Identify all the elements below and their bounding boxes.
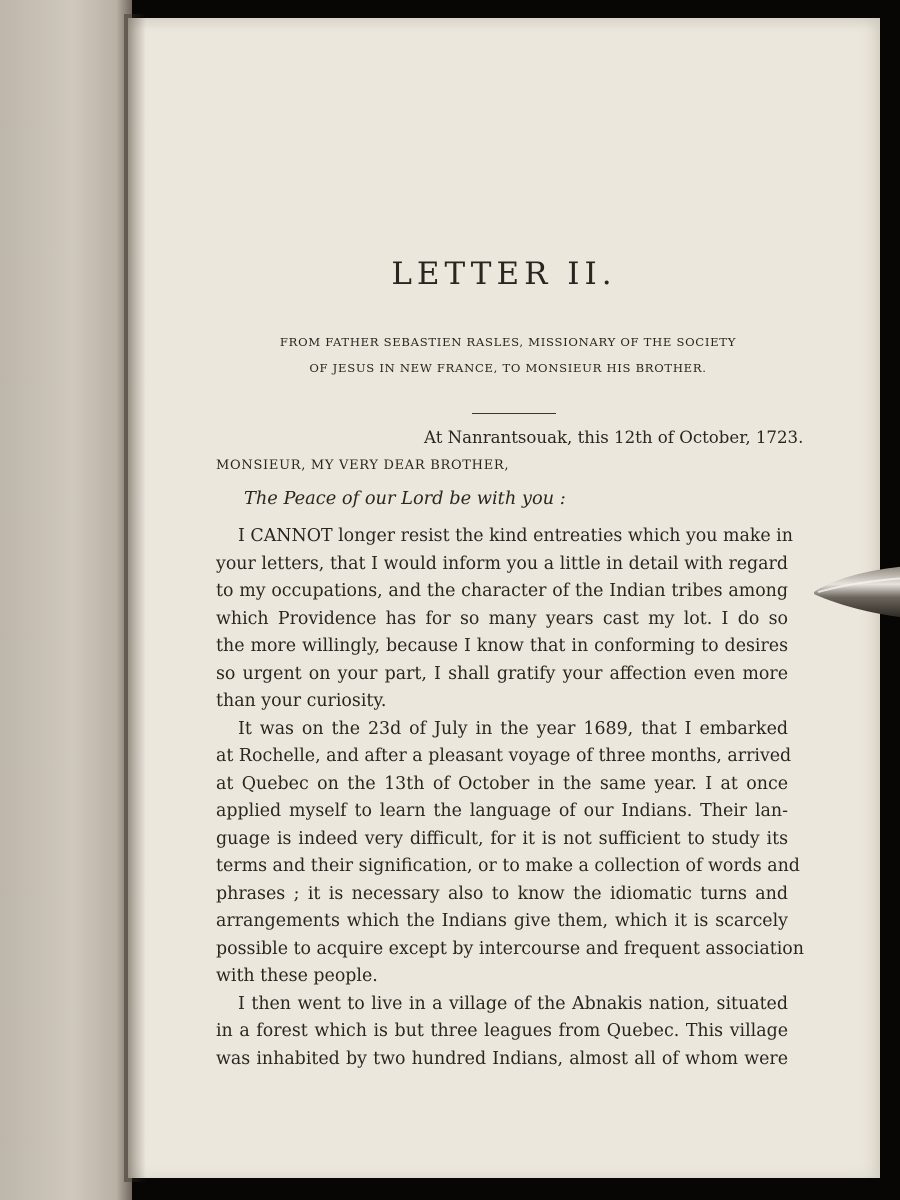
paragraph-line: your letters, that I would inform you a little in detail with regard bbox=[216, 553, 788, 574]
paragraph-line: at Rochelle, and after a pleasant voyage of three months, arrived bbox=[216, 746, 792, 766]
paragraph-line: guage is indeed very difficult, for it is not sufficient to study its bbox=[216, 828, 788, 849]
paragraph-first-line: It was on the 23d of July in the year 1689, that I embarked bbox=[238, 718, 788, 739]
paragraph-line: to my occupations, and the character of the Indian tribes among bbox=[216, 581, 788, 601]
paragraph-line: applied myself to learn the language of our Indians. Their lan- bbox=[216, 801, 788, 821]
section-divider bbox=[472, 413, 556, 414]
subtitle-line: OF JESUS IN NEW FRANCE, TO MONSIEUR HIS BROTHER. bbox=[309, 361, 707, 375]
gutter-shadow bbox=[124, 14, 146, 1182]
paragraph-line: with these people. bbox=[216, 966, 378, 986]
paragraph-line: was inhabited by two hundred Indians, almost all of whom were bbox=[216, 1048, 788, 1069]
paragraph-line: terms and their signification, or to make a collection of words and bbox=[216, 856, 800, 876]
letter-greeting: The Peace of our Lord be with you : bbox=[244, 488, 566, 509]
letter-salutation: MONSIEUR, MY VERY DEAR BROTHER, bbox=[216, 458, 510, 473]
book-page bbox=[128, 18, 880, 1178]
paragraph-line: at Quebec on the 13th of October in the same year. I at once bbox=[216, 773, 788, 794]
paragraph-line: which Providence has for so many years cast my lot. I do so bbox=[216, 608, 788, 629]
letter-title: LETTER II. bbox=[391, 256, 617, 292]
paragraph-line: in a forest which is but three leagues from Quebec. This village bbox=[216, 1021, 788, 1041]
pen-tip-pointer bbox=[812, 566, 900, 618]
paragraph-first-line: I CANNOT longer resist the kind entreaties which you make in bbox=[238, 526, 793, 546]
paragraph-line: so urgent on your part, I shall gratify your affection even more bbox=[216, 663, 788, 684]
paragraph-line: than your curiosity. bbox=[216, 691, 387, 711]
letter-body bbox=[216, 523, 804, 1073]
paragraph-line: possible to acquire except by intercourse and frequent association bbox=[216, 938, 804, 959]
paragraph-line: arrangements which the Indians give them, which it is scarcely bbox=[216, 911, 788, 931]
paragraph-first-line: I then went to live in a village of the Abnakis nation, situated bbox=[238, 993, 788, 1014]
facing-page-edge bbox=[0, 0, 132, 1200]
paragraph-line: the more willingly, because I know that in conforming to desires bbox=[216, 636, 788, 656]
letter-subtitle bbox=[208, 329, 808, 381]
letter-dateline: At Nanrantsouak, this 12th of October, 1723. bbox=[424, 428, 804, 447]
paragraph-line: phrases ; it is necessary also to know the idiomatic turns and bbox=[216, 883, 788, 904]
subtitle-line: FROM FATHER SEBASTIEN RASLES, MISSIONARY OF THE SOCIETY bbox=[279, 335, 737, 349]
